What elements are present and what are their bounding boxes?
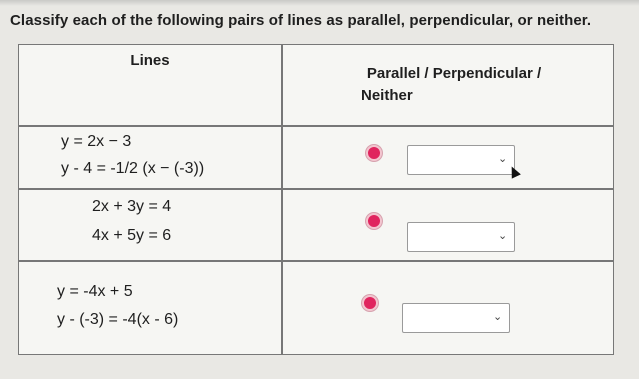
incomplete-dot-icon <box>366 145 382 161</box>
header-classification-line2: Neither <box>361 87 413 104</box>
row3-equation1: y = -4x + 5 <box>57 283 133 300</box>
row1-classification-select[interactable] <box>407 145 515 175</box>
mouse-pointer-icon <box>507 164 521 178</box>
incomplete-dot-icon <box>362 295 378 311</box>
header-classification-line1: Parallel / Perpendicular / <box>366 65 542 82</box>
row3-classification-select[interactable] <box>402 303 510 333</box>
row3-equation2: y - (-3) = -4(x - 6) <box>57 311 179 328</box>
header-lines: Lines <box>130 52 170 69</box>
question-prompt: Classify each of the following pairs of lines as parallel, perpendicular, or neither. <box>10 12 592 29</box>
row-divider <box>19 125 613 127</box>
row1-equation1: y = 2x − 3 <box>61 133 132 150</box>
row2-equation1: 2x + 3y = 4 <box>92 198 172 215</box>
top-divider <box>0 0 639 6</box>
row2-equation2: 4x + 5y = 6 <box>92 227 172 244</box>
row-divider <box>19 188 613 190</box>
chevron-down-icon: ⌄ <box>493 311 503 323</box>
header-classification <box>281 63 613 107</box>
chevron-down-icon: ⌄ <box>498 230 508 242</box>
incomplete-dot-icon <box>366 213 382 229</box>
row-divider <box>19 260 613 262</box>
row1-equation2: y - 4 = -1/2 (x − (-3)) <box>61 160 205 177</box>
row2-classification-select[interactable] <box>407 222 515 252</box>
chevron-down-icon: ⌄ <box>498 153 508 165</box>
classification-table <box>18 44 614 355</box>
